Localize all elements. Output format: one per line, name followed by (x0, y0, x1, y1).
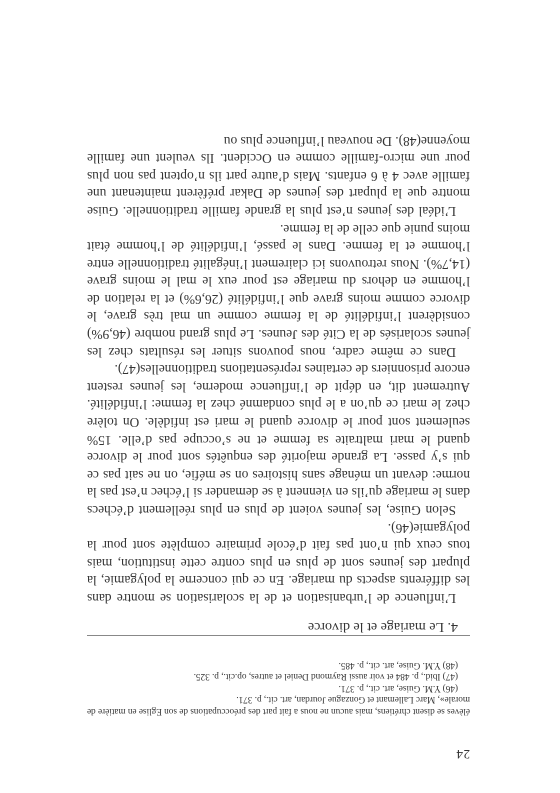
footnote-47: (47) Ibid., p. 484 et voir aussi Raymond Deniel et autres, op.cit., p. 325. (193, 672, 458, 683)
body-text (87, 132, 470, 607)
paragraph-famille: L’idéal des jeunes n’est plus la grande famille traditionnelle. Guise montre que la plupart des jeunes de Dakar préfèrent maintenant une famille avec 4 à 6 enfants. Mais d’autre part ils n’optent pas non plus pour une micro-famille comme en Occident. Ils veulent une famille moyenne(48). De nouveau l’influence plus ou (87, 133, 470, 219)
paragraph-guise-divorce: Selon Guise, les jeunes voient de plus en plus réellement d’échecs dans le mariage qu’ils en viennent à se demander si l’échec n’est pas la norme: devant un ménage sans histoires on se méfie, on ne sait pas ce qui s’y passe. La grande majorité des enquêtés sont pour le divorce quand le mari maltraite sa femme et ne s’occupe pas d’elle. 15% seulement sont pour le divorce quand le mari est infidèle. On tolère chez le mari ce qu’on a le plus condamné chez la femme: l’infidélité. Autrement dit, en dépit de l’influence moderne, les jeunes restent encore prisonniers de certaines représentations traditionnelles(47). (87, 362, 470, 519)
section-heading: 4. Le mariage et le divorce (307, 619, 458, 634)
page-number: 24 (456, 747, 470, 762)
paragraph-cite-des-jeunes: Dans ce même cadre, nous pouvons situer les résultats chez les jeunes scolarisés de la Cité des Jeunes. Le plus grand nombre (46,9%) considèrent l’infidélité de la femme comme un mal très grave, le divorce comme moins grave que l’infidélité (26,6%) et la relation de l’homme en dehors du mariage est pour eux le mal le moins grave (14,7%). Nous retrouvons ici clairement l’inégalité traditionnelle entre l’homme et la femme. Dans le passé, l’infidélité de l’homme était moins punie que celle de la femme. (87, 221, 470, 360)
paragraph-urbanisation: L’influence de l’urbanisation et de la scolarisation se montre dans les différents aspects du mariage. En ce qui concerne la polygamie, la plupart des jeunes sont de plus en plus contre cette institution, mais tous ceux qui n’ont pas fait d’école primaire complète sont pour la polygamie(46). (87, 520, 470, 606)
footnote-continuation: élèves se disent chrétiens, mais aucun ne nous a fait part des préoccupations de son Eglise en matière de morale», Marc Lallemant et Gonzague Jourdan, art. cit., p. 371. (87, 695, 470, 717)
footnote-rule (87, 635, 470, 636)
footnote-46: (46) Y.M. Guise, art. cit., p. 371. (338, 683, 458, 694)
footnotes (87, 659, 470, 717)
footnote-48: (48) Y.M. Guise, art. cit., p. 485. (338, 660, 458, 671)
